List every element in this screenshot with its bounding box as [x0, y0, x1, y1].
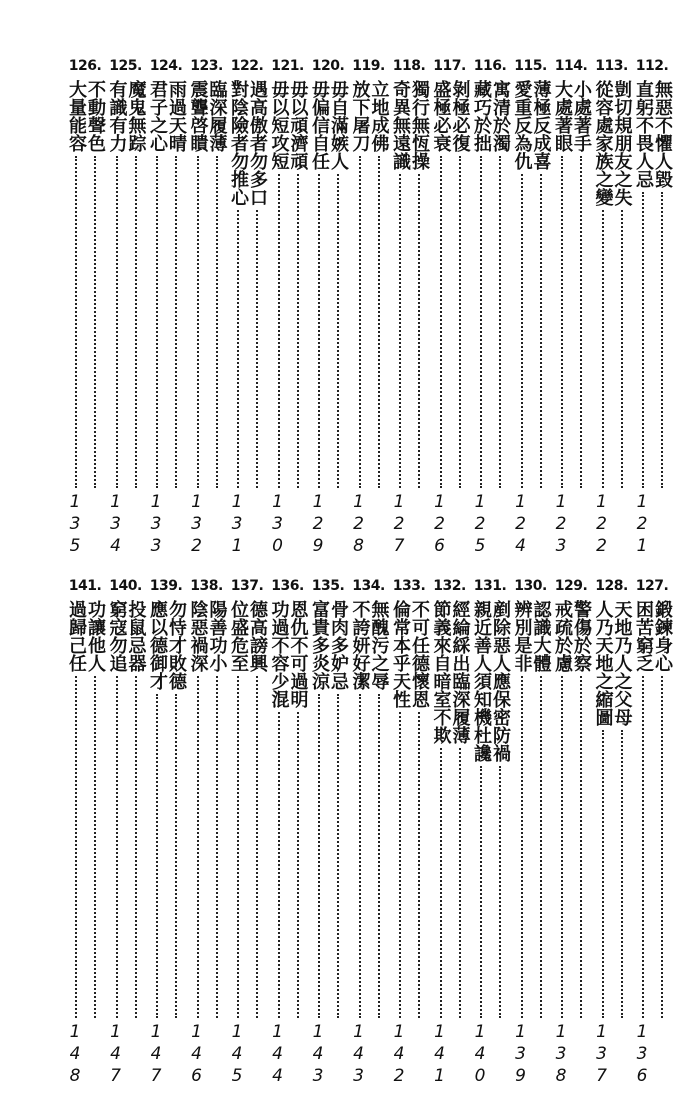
dot-leader	[602, 730, 612, 1018]
entry-title-second-line: 認識大體	[530, 600, 552, 672]
entry-title-second-line: 無醜污之辱	[368, 600, 390, 690]
entry-page-number: 130	[267, 492, 288, 558]
entry-title-first-line: 奇異無遠識	[390, 80, 411, 170]
dot-leader	[94, 156, 104, 488]
entry-title-first-line: 困苦窮乏	[633, 600, 654, 672]
dot-leader	[480, 156, 490, 488]
dot-leader	[459, 156, 469, 488]
toc-section-lower	[52, 578, 672, 1088]
dot-leader	[561, 156, 571, 488]
entry-number: 139.	[149, 578, 183, 594]
entry-page-number: 145	[227, 1022, 247, 1088]
dot-leader	[621, 730, 631, 1018]
entry-page-number: 143	[308, 1022, 328, 1088]
dot-leader	[75, 156, 85, 488]
dot-leader	[418, 174, 428, 488]
toc-entry	[592, 578, 632, 1088]
entry-page-number: 127	[389, 492, 409, 558]
dot-leader	[540, 174, 550, 488]
entry-title-second-line: 德高謗興	[247, 600, 268, 672]
dot-leader	[399, 712, 409, 1018]
dot-leader	[337, 694, 347, 1018]
entry-page-number: 140	[470, 1022, 490, 1088]
entry-title-second-line: 勿恃才敗德	[166, 600, 187, 690]
entry-title-second-line: 不可任德懷恩	[409, 600, 430, 708]
entry-number: 132.	[433, 578, 466, 594]
toc-entry	[389, 58, 429, 558]
dot-leader	[175, 694, 185, 1018]
dot-leader	[440, 156, 450, 488]
dot-leader	[216, 156, 226, 488]
entry-number: 112.	[635, 58, 669, 74]
entry-title-first-line: 窮寇勿追	[106, 600, 128, 672]
entry-page-number: 147	[105, 1022, 126, 1088]
toc-entry	[106, 58, 146, 558]
dot-leader	[359, 694, 369, 1018]
dot-leader	[499, 156, 509, 488]
entry-title-second-line: 遇高傲者勿多口	[247, 80, 268, 206]
entry-number: 118.	[392, 58, 426, 74]
entry-title-second-line: 不動聲色	[85, 80, 106, 152]
entry-number: 122.	[230, 58, 264, 74]
entry-title-first-line: 人乃天地之縮圖	[592, 600, 614, 726]
entry-number: 127.	[635, 578, 669, 594]
entry-title-second-line: 雨過天晴	[166, 80, 187, 152]
toc-entry	[65, 578, 105, 1088]
entry-title-second-line: 剴切規朋友之失	[611, 80, 633, 206]
dot-leader	[661, 192, 671, 488]
entry-number: 125.	[109, 58, 142, 74]
entry-title-second-line: 小處著手	[571, 80, 592, 152]
entry-page-number: 148	[65, 1022, 85, 1088]
entry-title-first-line: 應以德御才	[147, 600, 168, 690]
dot-leader	[521, 676, 531, 1018]
entry-title-first-line: 倫常本乎天性	[390, 600, 411, 708]
entry-page-number: 129	[308, 492, 328, 558]
dot-leader	[602, 210, 612, 488]
dot-leader	[378, 694, 388, 1018]
toc-entry	[551, 578, 591, 1088]
entry-number: 117.	[433, 58, 466, 74]
toc-entry	[308, 578, 348, 1088]
entry-title-second-line: 投鼠忌器	[125, 600, 147, 672]
entry-title-second-line: 無惡不懼人毀	[652, 80, 673, 188]
toc-entry	[146, 58, 186, 558]
entry-number: 136.	[271, 578, 304, 594]
entry-title-first-line: 位盛危至	[228, 600, 249, 672]
dot-leader	[175, 156, 185, 488]
entry-title-first-line: 戒疏於慮	[552, 600, 573, 672]
dot-leader	[278, 174, 288, 488]
dot-leader	[499, 766, 509, 1018]
entry-page-number: 139	[510, 1022, 531, 1088]
entry-title-second-line: 毋自滿嫉人	[328, 80, 349, 170]
entry-title-second-line: 天地乃人之父母	[611, 600, 633, 726]
entry-title-second-line: 功讓他人	[85, 600, 106, 672]
dot-leader	[418, 712, 428, 1018]
entry-title-second-line: 陽善功小	[206, 600, 228, 672]
dot-leader	[359, 156, 369, 488]
entry-title-second-line: 骨肉多妒忌	[328, 600, 349, 690]
entry-title-first-line: 毋偏信自任	[309, 80, 330, 170]
entry-page-number: 147	[146, 1022, 166, 1088]
dot-leader	[621, 210, 631, 488]
entry-title-second-line: 恩仇不可過明	[287, 600, 309, 708]
dot-leader	[116, 156, 126, 488]
dot-leader	[156, 156, 166, 488]
entry-title-first-line: 親近善人須知機杜讒	[471, 600, 492, 762]
entry-title-first-line: 君子之心	[147, 80, 168, 152]
toc-entry	[187, 578, 227, 1088]
entry-number: 124.	[149, 58, 183, 74]
toc-entry	[268, 58, 308, 558]
entry-title-second-line: 立地成佛	[368, 80, 390, 152]
entry-title-first-line: 愛重反為仇	[511, 80, 533, 170]
entry-page-number: 142	[389, 1022, 409, 1088]
entry-number: 126.	[68, 58, 102, 74]
entry-page-number: 125	[470, 492, 490, 558]
entry-page-number: 143	[348, 1022, 369, 1088]
entry-number: 131.	[473, 578, 507, 594]
entry-page-number: 138	[551, 1022, 571, 1088]
dot-leader	[661, 676, 671, 1018]
entry-title-first-line: 陰惡禍深	[187, 600, 209, 672]
toc-entry	[632, 578, 672, 1088]
entry-page-number: 137	[591, 1022, 612, 1088]
entry-number: 120.	[311, 58, 345, 74]
dot-leader	[237, 210, 247, 488]
toc-entry	[430, 578, 470, 1088]
dot-leader	[116, 676, 126, 1018]
entry-page-number: 121	[632, 492, 652, 558]
toc-entry	[430, 58, 470, 558]
toc-entry	[146, 578, 186, 1088]
dot-leader	[399, 174, 409, 488]
entry-number: 137.	[230, 578, 264, 594]
entry-title-second-line: 魔鬼無踪	[125, 80, 147, 152]
entry-title-first-line: 放下屠刀	[349, 80, 371, 152]
dot-leader	[256, 210, 266, 488]
toc-entry	[632, 58, 672, 558]
entry-page-number: 133	[146, 492, 166, 558]
dot-leader	[318, 174, 328, 488]
dot-leader	[521, 174, 531, 488]
entry-number: 134.	[352, 578, 385, 594]
toc-entry	[187, 58, 227, 558]
toc-entry	[592, 58, 632, 558]
entry-page-number: 123	[551, 492, 571, 558]
entry-title-first-line: 不誇妍好潔	[349, 600, 371, 690]
entry-number: 113.	[595, 58, 628, 74]
dot-leader	[156, 694, 166, 1018]
entry-page-number: 141	[429, 1022, 450, 1088]
dot-leader	[580, 156, 590, 488]
entry-title-first-line: 過歸己任	[66, 600, 87, 672]
entry-title-second-line: 寓清於濁	[490, 80, 511, 152]
dot-leader	[337, 174, 347, 488]
entry-page-number: 135	[65, 492, 85, 558]
dot-leader	[75, 676, 85, 1018]
toc-entry	[227, 58, 267, 558]
entry-title-first-line: 有識有力	[106, 80, 128, 152]
entry-title-second-line: 臨深履薄	[206, 80, 228, 152]
entry-title-first-line: 大量能容	[66, 80, 87, 152]
entry-title-second-line: 鍛鍊身心	[652, 600, 673, 672]
dot-leader	[297, 174, 307, 488]
dot-leader	[237, 676, 247, 1018]
entry-number: 128.	[595, 578, 628, 594]
entry-page-number: 131	[227, 492, 247, 558]
entry-title-first-line: 藏巧於拙	[471, 80, 492, 152]
entry-number: 140.	[109, 578, 142, 594]
entry-number: 115.	[514, 58, 547, 74]
entry-title-second-line: 剝極必復	[449, 80, 471, 152]
dot-leader	[318, 694, 328, 1018]
entry-title-first-line: 盛極必衰	[430, 80, 452, 152]
dot-leader	[642, 676, 652, 1018]
dot-leader	[94, 676, 104, 1018]
entry-page-number: 136	[632, 1022, 652, 1088]
dot-leader	[278, 712, 288, 1018]
entry-title-first-line: 直躬不畏人忌	[633, 80, 654, 188]
toc-entry	[470, 58, 510, 558]
entry-title-second-line: 薄極反成喜	[530, 80, 552, 170]
dot-leader	[440, 748, 450, 1018]
entry-number: 141.	[68, 578, 102, 594]
entry-number: 121.	[271, 58, 304, 74]
entry-title-first-line: 從容處家族之變	[592, 80, 614, 206]
dot-leader	[540, 676, 550, 1018]
entry-number: 133.	[392, 578, 426, 594]
toc-entry	[227, 578, 267, 1088]
toc-entry	[470, 578, 510, 1088]
toc-entry	[308, 58, 348, 558]
toc-entry	[349, 58, 389, 558]
entry-title-first-line: 節義來自暗室不欺	[430, 600, 452, 744]
entry-title-second-line: 經綸綵出臨深履薄	[449, 600, 471, 744]
toc-entry	[511, 58, 551, 558]
dot-leader	[561, 676, 571, 1018]
entry-page-number: 134	[105, 492, 126, 558]
entry-page-number: 144	[267, 1022, 288, 1088]
entry-number: 116.	[473, 58, 507, 74]
entry-page-number: 146	[186, 1022, 207, 1088]
entry-title-first-line: 大處著眼	[552, 80, 573, 152]
entry-page-number: 124	[510, 492, 531, 558]
entry-title-first-line: 對陰險者勿推心	[228, 80, 249, 206]
entry-title-second-line: 毋以頑濟頑	[287, 80, 309, 170]
entry-number: 114.	[554, 58, 588, 74]
entry-title-first-line: 震聾啓瞶	[187, 80, 209, 152]
entry-title-first-line: 辨別是非	[511, 600, 533, 672]
dot-leader	[580, 676, 590, 1018]
entry-title-first-line: 功過不容少混	[268, 600, 290, 708]
dot-leader	[459, 748, 469, 1018]
dot-leader	[297, 712, 307, 1018]
dot-leader	[135, 156, 145, 488]
entry-number: 123.	[190, 58, 223, 74]
dot-leader	[135, 676, 145, 1018]
dot-leader	[378, 156, 388, 488]
dot-leader	[256, 676, 266, 1018]
entry-number: 119.	[352, 58, 385, 74]
dot-leader	[642, 192, 652, 488]
dot-leader	[197, 676, 207, 1018]
entry-title-first-line: 富貴多炎涼	[309, 600, 330, 690]
toc-entry	[551, 58, 591, 558]
entry-title-second-line: 獨行無恆操	[409, 80, 430, 170]
entry-number: 138.	[190, 578, 223, 594]
entry-number: 135.	[311, 578, 345, 594]
dot-leader	[480, 766, 490, 1018]
toc-entry	[511, 578, 551, 1088]
entry-title-second-line: 警傷於察	[571, 600, 592, 672]
toc-entry	[389, 578, 429, 1088]
entry-title-first-line: 毋以短攻短	[268, 80, 290, 170]
toc-entry	[268, 578, 308, 1088]
dot-leader	[197, 156, 207, 488]
entry-number: 129.	[554, 578, 588, 594]
entry-page-number: 128	[348, 492, 369, 558]
toc-entry	[106, 578, 146, 1088]
entry-page-number: 126	[429, 492, 450, 558]
toc-entry	[65, 58, 105, 558]
entry-page-number: 132	[186, 492, 207, 558]
entry-title-second-line: 剷除惡人應保密防禍	[490, 600, 511, 762]
entry-page-number: 122	[591, 492, 612, 558]
dot-leader	[216, 676, 226, 1018]
toc-section-upper	[52, 58, 672, 558]
toc-entry	[349, 578, 389, 1088]
entry-number: 130.	[514, 578, 547, 594]
